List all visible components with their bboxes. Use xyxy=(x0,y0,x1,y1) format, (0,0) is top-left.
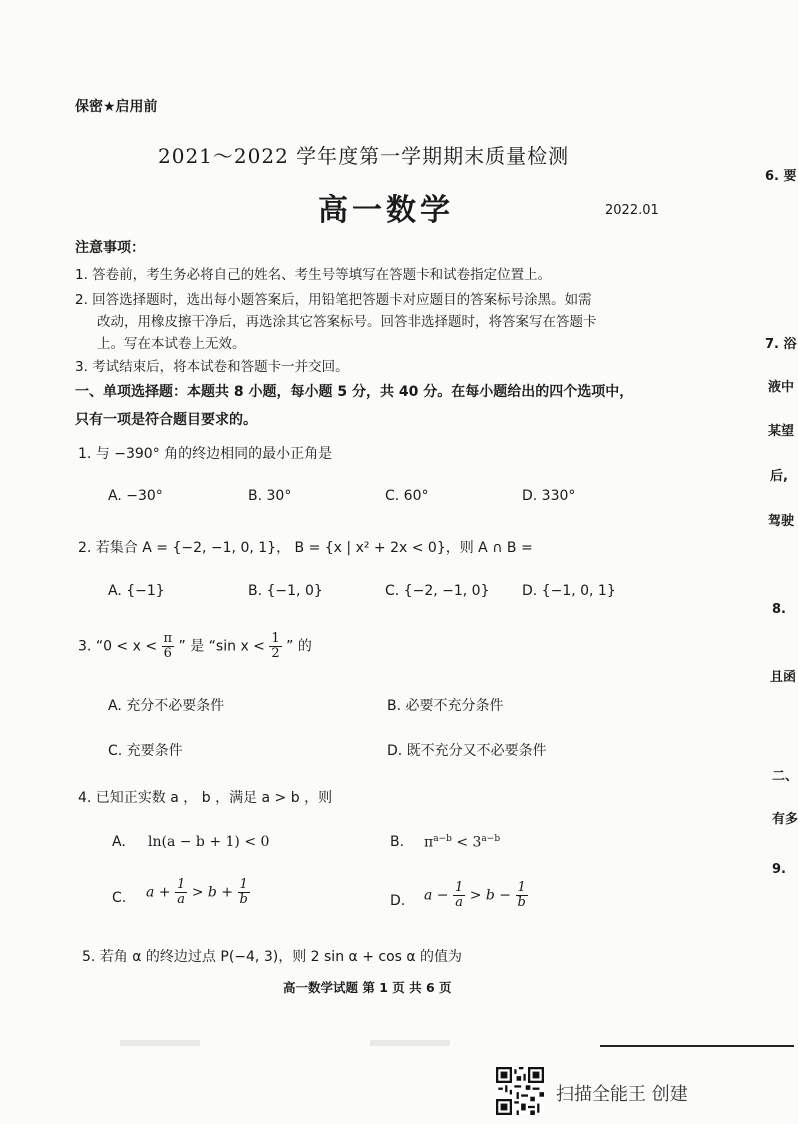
question-2-option-c: C. {−2, −1, 0} xyxy=(385,583,490,599)
fraction-denominator: b xyxy=(517,895,526,910)
option-b-exponent-1: a−b xyxy=(433,834,452,844)
option-c-a: a + xyxy=(146,884,171,901)
fraction-numerator: 1 xyxy=(238,878,250,893)
question-4-option-b xyxy=(424,834,500,851)
question-4-option-b-label: B. xyxy=(390,834,405,850)
question-1-option-d: D. 330° xyxy=(522,488,576,504)
option-c-fraction-2 xyxy=(238,878,250,907)
adjacent-page-fragment: 二、 xyxy=(772,769,798,784)
page-footer: 高一数学试题 第 1 页 共 6 页 xyxy=(283,980,452,995)
qr-code-icon xyxy=(496,1067,544,1115)
option-c-middle: > b + xyxy=(191,884,234,901)
confidential-label: 保密★启用前 xyxy=(75,99,158,115)
question-3-option-b: B. 必要不充分条件 xyxy=(387,698,504,714)
adjacent-page-fragment: 6. 要 xyxy=(765,169,797,184)
scan-smudge xyxy=(370,1040,450,1046)
adjacent-page-fragment: 7. 浴 xyxy=(765,337,797,352)
question-4-option-d xyxy=(424,881,528,910)
option-d-middle: > b − xyxy=(469,887,512,904)
scan-smudge xyxy=(120,1040,200,1046)
question-1-stem: 1. 与 −390° 角的终边相同的最小正角是 xyxy=(78,446,333,462)
question-3-fraction-2 xyxy=(269,632,281,661)
question-4-option-c-label: C. xyxy=(112,890,127,906)
fraction-denominator: 2 xyxy=(271,646,280,661)
adjacent-page-fragment: 且函 xyxy=(770,670,797,685)
fraction-numerator: 1 xyxy=(454,880,464,895)
adjacent-page-fragment: 后, xyxy=(770,469,788,484)
notice-item-3: 3. 考试结束后，将本试卷和答题卡一并交回。 xyxy=(75,359,349,375)
option-d-fraction-2 xyxy=(516,881,528,910)
section-1-heading-line-1: 一、单项选择题：本题共 8 小题，每小题 5 分，共 40 分。在每小题给出的四个选项中， xyxy=(75,384,634,400)
fraction-numerator: 1 xyxy=(176,877,186,892)
question-3-option-c: C. 充要条件 xyxy=(108,743,183,759)
exam-date: 2022.01 xyxy=(605,203,659,218)
section-1-heading-line-2: 只有一项是符合题目要求的。 xyxy=(75,412,257,428)
question-1-option-a: A. −30° xyxy=(108,488,163,504)
option-b-exponent-2: a−b xyxy=(481,834,501,844)
option-b-middle: < 3 xyxy=(451,834,482,851)
question-3-option-a: A. 充分不必要条件 xyxy=(108,698,225,714)
adjacent-page-fragment: 8. xyxy=(772,602,786,617)
question-3-part-3: ” 的 xyxy=(286,638,312,655)
adjacent-page-fragment: 有多 xyxy=(772,812,798,827)
fraction-numerator: 1 xyxy=(271,631,280,646)
option-d-fraction-1 xyxy=(453,881,465,910)
fraction-denominator: a xyxy=(455,895,463,910)
option-b-base-pi: π xyxy=(424,834,434,851)
question-2-option-d: D. {−1, 0, 1} xyxy=(522,583,616,599)
adjacent-page-fragment: 9. xyxy=(772,862,786,877)
question-3-stem xyxy=(78,632,312,661)
adjacent-page-fragment: 某望 xyxy=(768,424,795,439)
question-3-option-d: D. 既不充分又不必要条件 xyxy=(387,743,547,759)
notice-item-1: 1. 答卷前，考生务必将自己的姓名、考生号等填写在答题卡和试卷指定位置上。 xyxy=(75,267,552,283)
notice-item-2-line-1: 2. 回答选择题时，选出每小题答案后，用铅笔把答题卡对应题目的答案标号涂黑。如需 xyxy=(75,292,592,308)
question-1-option-b: B. 30° xyxy=(248,488,292,504)
adjacent-page-fragment: 液中 xyxy=(768,380,795,395)
adjacent-page-fragment: 驾驶 xyxy=(768,514,795,529)
question-4-stem: 4. 已知正实数 a ， b ，满足 a > b ，则 xyxy=(78,790,333,806)
scanner-watermark: 扫描全能王 创建 xyxy=(556,1084,688,1105)
question-2-option-a: A. {−1} xyxy=(108,583,165,599)
question-3-number: 3. xyxy=(78,638,92,655)
notice-item-2-line-3: 上。写在本试卷上无效。 xyxy=(97,336,246,352)
fraction-numerator: π xyxy=(163,631,173,646)
question-4-option-c xyxy=(146,878,250,907)
page-edge-rule xyxy=(600,1045,794,1047)
fraction-numerator: 1 xyxy=(516,881,528,896)
exam-title: 2021～2022 学年度第一学期期末质量检测 xyxy=(158,144,570,168)
question-4-option-d-label: D. xyxy=(390,893,406,909)
question-2-option-b: B. {−1, 0} xyxy=(248,583,323,599)
option-c-fraction-1 xyxy=(175,878,187,907)
fraction-denominator: b xyxy=(239,892,248,907)
notice-heading: 注意事项： xyxy=(75,240,145,256)
question-3-fraction-1 xyxy=(162,632,175,661)
question-4-option-a-label: A. xyxy=(112,834,126,850)
question-5-stem: 5. 若角 α 的终边过点 P(−4, 3)，则 2 sin α + cos α 的值为 xyxy=(82,949,463,965)
question-1-option-c: C. 60° xyxy=(385,488,429,504)
notice-item-2-line-2: 改动，用橡皮擦干净后，再选涂其它答案标号。回答非选择题时，将答案写在答题卡 xyxy=(97,314,597,330)
question-3-part-1: “0 < x < xyxy=(95,638,158,655)
question-2-stem: 2. 若集合 A = {−2, −1, 0, 1}， B = {x | x² + 2x < 0}，则 A ∩ B = xyxy=(78,540,533,556)
question-4-option-a: ln(a − b + 1) < 0 xyxy=(148,834,270,850)
fraction-denominator: a xyxy=(177,892,185,907)
option-d-a: a − xyxy=(424,887,449,904)
subject-title: 高一数学 xyxy=(318,193,454,228)
fraction-denominator: 6 xyxy=(163,646,172,661)
question-3-part-2: ” 是 “sin x < xyxy=(178,638,265,655)
